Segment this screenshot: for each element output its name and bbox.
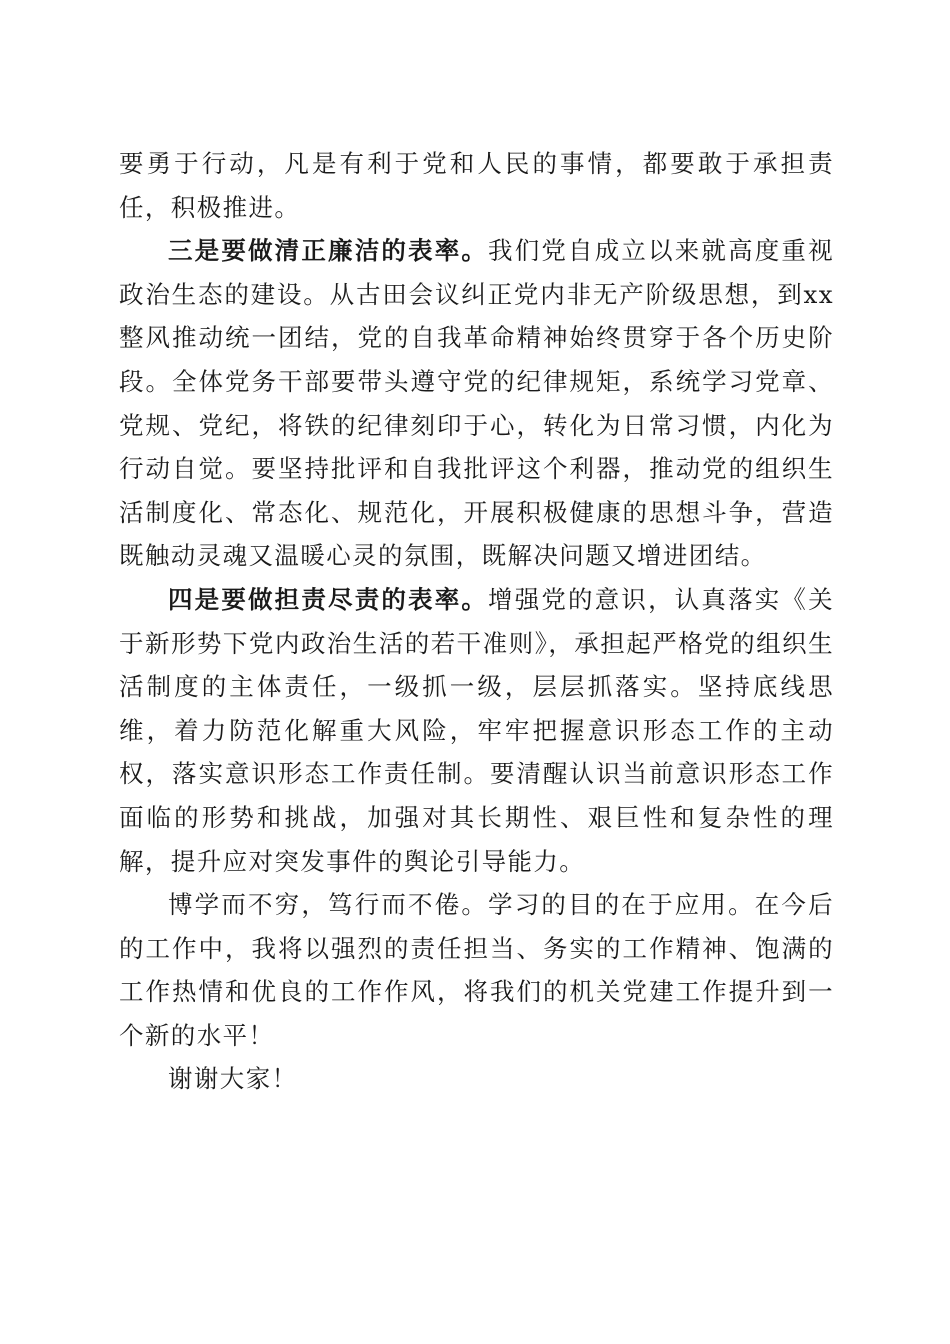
paragraph-text: 博学而不穷，笃行而不倦。学习的目的在于应用。在今后的工作中，我将以强烈的责任担当、务实的工作精神、饱满的工作热情和优良的工作作风，将我们的机关党建工作提升到一个新的水平！	[119, 890, 834, 1050]
point-three-heading: 三是要做清正廉洁的表率。	[168, 236, 489, 266]
paragraph-text: 增强党的意识，认真落实《关于新形势下党内政治生活的若干准则》，承担起严格党的组织生活制度的主体责任，一级抓一级，层层抓落实。坚持底线思维，着力防范化解重大风险，牢牢把握意识形态工作的主动权，落实意识形态工作责任制。要清醒认识当前意识形态工作面临的形势和挑战，加强对其长期性、艰巨性和复杂性的理解，提升应对突发事件的舆论引导能力。	[119, 584, 834, 876]
paragraph-conclusion	[119, 883, 834, 1057]
point-four-heading: 四是要做担责尽责的表率。	[168, 584, 489, 614]
paragraph-point-four	[119, 578, 834, 883]
paragraph-text: 谢谢大家！	[168, 1064, 298, 1094]
paragraph-text: 我们党自成立以来就高度重视政治生态的建设。从古田会议纠正党内非无产阶级思想，到xx整风推动统一团结，党的自我革命精神始终贯穿于各个历史阶段。全体党务干部要带头遵守党的纪律规矩，系统学习党章、党规、党纪，将铁的纪律刻印于心，转化为日常习惯，内化为行动自觉。要坚持批评和自我批评这个利器，推动党的组织生活制度化、常态化、规范化，开展积极健康的思想斗争，营造既触动灵魂又温暖心灵的氛围，既解决问题又增进团结。	[119, 236, 834, 571]
paragraph-continuation	[119, 142, 834, 229]
paragraph-text: 要勇于行动，凡是有利于党和人民的事情，都要敢于承担责任，积极推进。	[119, 149, 834, 222]
paragraph-thanks	[119, 1057, 834, 1101]
paragraph-point-three	[119, 229, 834, 578]
document-body	[119, 142, 834, 1101]
